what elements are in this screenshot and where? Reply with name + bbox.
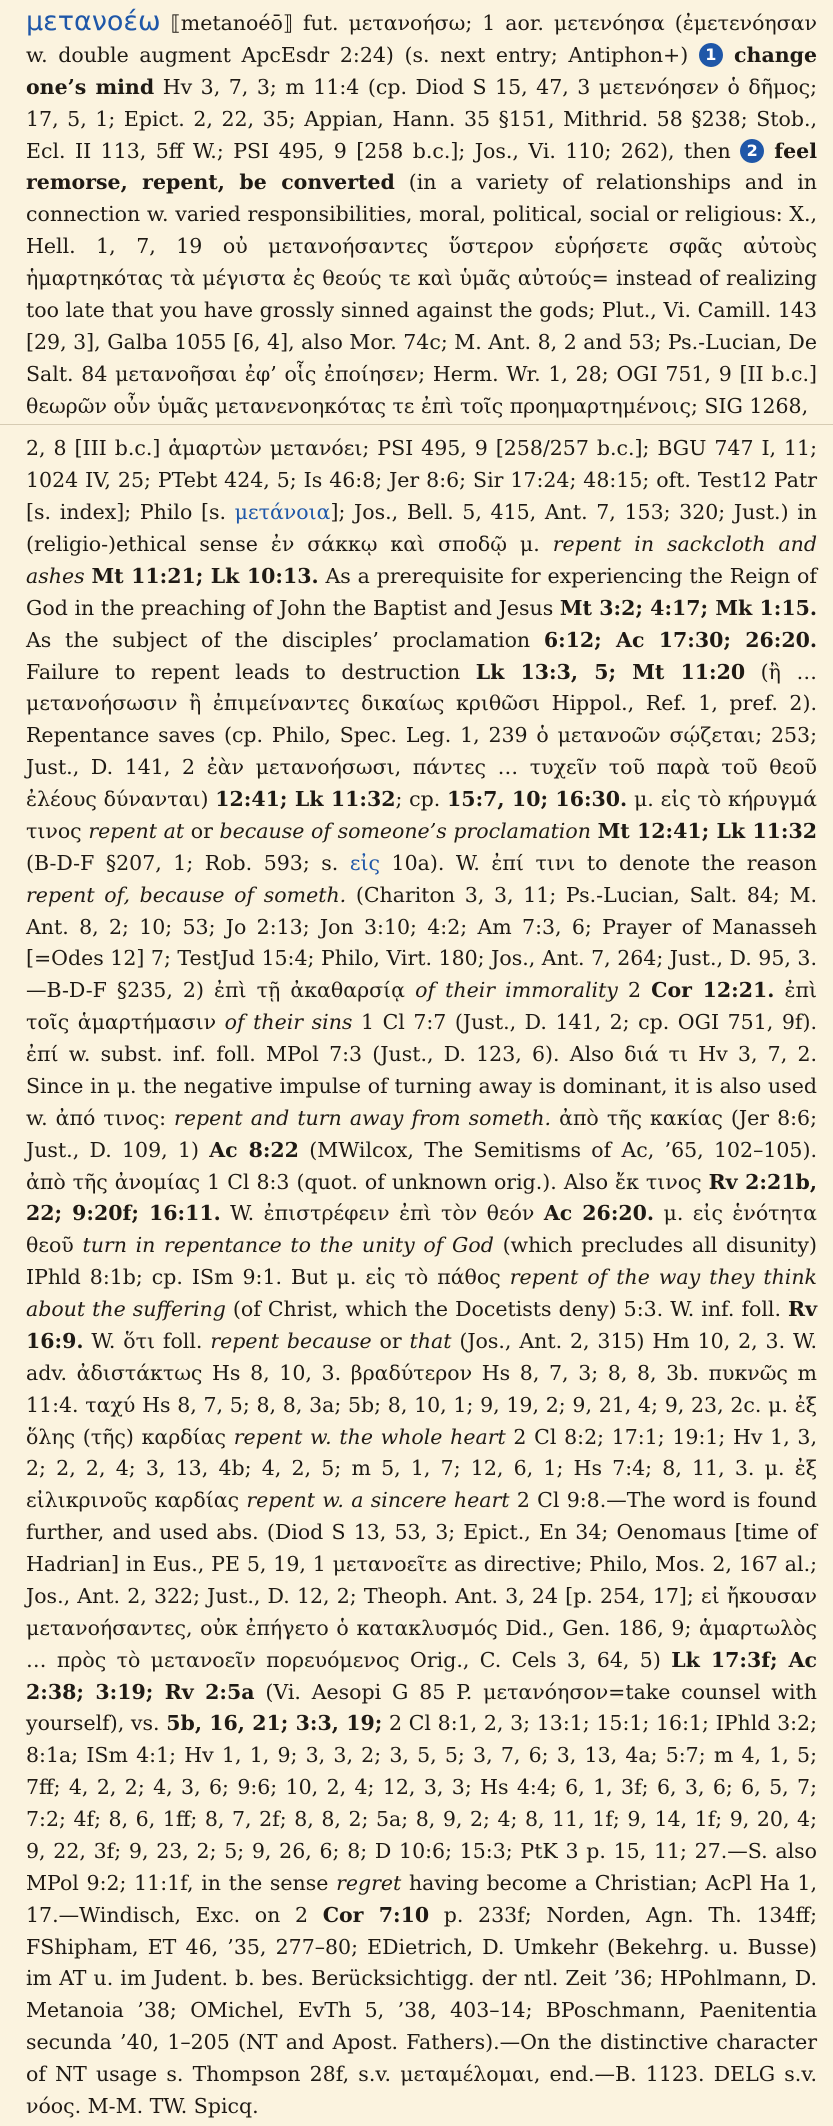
cross-reference-link[interactable]: εἰς: [349, 850, 380, 875]
entry-text: (MWilcox, The Semitisms of Ac, ’65, 102–105). ἀπὸ τῆς ἀνομίας 1 Cl 8:3 (quot. of unknown orig.). Also ἔκ τινος: [26, 1137, 817, 1194]
bold-reference: 15:7, 10; 16:30.: [447, 787, 628, 811]
italic-gloss: repent and turn away from someth.: [174, 1105, 552, 1130]
bold-reference: Ac 8:22: [209, 1137, 299, 1162]
italic-gloss: of their immorality: [415, 978, 618, 1003]
entry-text: Hv 3, 7, 3; m 11:4 (cp. Diod S 15, 47, 3 μετενόησεν ὁ δῆμος; 17, 5, 1; Epict. 2, 22, 35; Appian, Hann. 35 §151, Mithrid. 58 §238; Stob., Ecl. II 113, 5ff W.; PSI 495, 9 [258 b.c.]; Jos., Vi. 110; 262), then: [26, 74, 818, 163]
entry-text: 2: [617, 978, 652, 1003]
entry-text: (of Christ, which the Docetists deny) 5:3. W. inf. foll.: [225, 1297, 789, 1321]
sense-number-badge: 1: [699, 43, 723, 67]
entry-text: (in a variety of relationships and in connection w. varied responsibilities, moral, political, social or religious: X., Hell. 1, 7, 19 οὐ μετανοήσαντες ὕστερον εὑρήσετε σφᾶς αὐτοὺς ἡμαρτηκότας τὰ μέγιστα ἐς θεούς τε καὶ ὑμᾶς αὐτούς= instead of realizing too late that you have grossly sinned against the gods; Plut., Vi. Camill. 143 [29, 3], Galba 1055 [6, 4], also Mor. 74c; M. Ant. 8, 2 and 53; Ps.-Lucian, De Salt. 84 μετανοῆσαι ἐφ’ οἷς ἐποίησεν; Herm. Wr. 1, 28; OGI 751, 9 [II b.c.] θεωρῶν οὖν ὑμᾶς μετανενοηκότας τε ἐπὶ τοῖς προημαρτημένοις; SIG 1268,: [26, 170, 817, 418]
bold-reference: Mt 11:21; Lk 10:13.: [91, 563, 319, 588]
bold-reference: feel remorse, repent, be converted: [26, 138, 817, 195]
italic-gloss: that: [409, 1328, 452, 1353]
italic-gloss: of their sins: [224, 1010, 353, 1035]
entry-text: p. 233f; Norden, Agn. Th. 134ff; FShipham, ET 46, ’35, 277–80; EDietrich, D. Umkehr (Bekehrg. u. Busse) im AT u. im Judent. b. bes. Berücksichtigg. der ntl. Zeit ’36; HPohlmann, D. Metanoia ’38; OMichel, EvTh 5, ’38, 403–14; BPoschmann, Paenitentia secunda ’40, 1–205 (NT and Apost. Fathers).—On the distinctive character of NT usage s. Thompson 28f, s.v. μεταμέλομαι, end.—B. 1123. DELG s.v. νόος. M-M. TW. Spicq.: [26, 1902, 817, 2118]
bold-reference: Lk 17:3f; Ac 2:38; 3:19; Rv 2:5a: [26, 1647, 817, 1704]
bold-reference: 5b, 16, 21; 3:3, 19;: [166, 1711, 383, 1736]
bold-reference: Lk 13:3, 5; Mt 11:20: [475, 659, 746, 684]
bold-reference: Ac 26:20.: [543, 1201, 655, 1226]
italic-gloss: repent of, because of someth.: [26, 882, 347, 907]
italic-gloss: turn in repentance to the unity of God: [82, 1233, 494, 1258]
entry-text: W. ὅτι foll.: [83, 1328, 211, 1353]
italic-gloss: because of someone’s proclamation: [219, 818, 591, 843]
entry-text: ; cp.: [395, 787, 448, 811]
italic-gloss: repent because: [210, 1328, 372, 1353]
entry-text: (Vi. Aesopi G 85 P. μετανόησον=take counsel with yourself), vs.: [26, 1679, 817, 1736]
entry-text: (Jos., Ant. 2, 315) Hm 10, 2, 3. W. adv. ἀδιστάκτως Hs 8, 10, 3. βραδύτερον Hs 8, 7, 3; 8, 8, 3b. πυκνῶς m 11:4. ταχύ Hs 8, 7, 5; 8, 8, 3a; 5b; 8, 10, 1; 9, 19, 2; 9, 21, 4; 9, 23, 2c. μ. ἐξ ὅλης (τῆς) καρδίας: [26, 1328, 817, 1449]
entry-text: As the subject of the disciples’ proclamation: [26, 627, 544, 652]
entry-text: (ἢ … μετανοήσωσιν ἢ ἐπιμείναντες δικαίως κριθῶσι Hippol., Ref. 1, pref. 2). Repentance saves (cp. Philo, Spec. Leg. 1, 239 ὁ μετανοῶν σῴζεται; 253; Just., D. 141, 2 ἐὰν μετανοήσωσι, πάντες … τυχεῖν τοῦ παρὰ τοῦ θεοῦ ἐλέους δύνανται): [26, 659, 818, 811]
bold-reference: Rv 2:21b, 22; 9:20f; 16:11.: [26, 1169, 817, 1226]
entry-text: or: [184, 818, 220, 843]
bold-reference: Cor 7:10: [322, 1902, 430, 1927]
bold-reference: change one’s mind: [26, 42, 818, 99]
entry-text: ἀπὸ τῆς κακίας (Jer 8:6; Just., D. 109, 1): [26, 1105, 817, 1162]
entry-text: Failure to repent leads to destruction: [26, 659, 476, 684]
entry-upper-text: [26, 6, 817, 422]
divider-line: [0, 424, 833, 425]
italic-gloss: repent w. a sincere heart: [246, 1488, 510, 1513]
entry-text: 1 Cl 7:7 (Just., D. 141, 2; cp. OGI 751, 9f). ἐπί w. subst. inf. foll. MPol 7:3 (Just., D. 123, 6). Also διά τι Hv 3, 7, 2. Since in μ. the negative impulse of turning away is dominant, it is also used w. ἀπό τινος:: [26, 1010, 817, 1130]
entry-text: 2 Cl 8:2; 17:1; 19:1; Hv 1, 3, 2; 2, 2, 4; 3, 13, 4b; 4, 2, 5; m 5, 1, 7; 12, 6, 1; Hs 7:4; 8, 11, 3. μ. ἐξ εἰλικρινοῦς καρδίας: [26, 1424, 817, 1513]
entry-text: (which precludes all disunity) IPhld 8:1b; cp. ISm 9:1. But μ. εἰς τὸ πάθος: [26, 1233, 818, 1290]
entry-text: (B-D-F §207, 1; Rob. 593; s.: [26, 850, 350, 875]
entry-text: μ. εἰς τὸ κήρυγμά τινος: [26, 787, 817, 843]
bold-reference: Mt 12:41; Lk 11:32: [597, 818, 817, 843]
entry-text: [591, 819, 598, 843]
sense-number-badge: 2: [740, 139, 764, 163]
italic-gloss: repent at: [88, 818, 185, 843]
entry-text: 10a). W. ἐπί τινι to denote the reason: [380, 850, 817, 875]
entry-text: (Chariton 3, 3, 11; Ps.-Lucian, Salt. 84; M. Ant. 8, 2; 10; 53; Jo 2:13; Jon 3:10; 4:2; Am 7:3, 6; Prayer of Manasseh [=Odes 12] 7; TestJud 15:4; Philo, Virt. 180; Jos., Ant. 7, 264; Just., D. 95, 3.—B-D-F §235, 2) ἐπὶ τῇ ἀκαθαρσίᾳ: [26, 882, 817, 1003]
bold-reference: Mt 3:2; 4:17; Mk 1:15.: [559, 595, 817, 620]
entry-text: 2, 8 [III b.c.] ἁμαρτὼν μετανόει; PSI 495, 9 [258/257 b.c.]; BGU 747 I, 11; 1024 IV, 25; PTebt 424, 5; Is 46:8; Jer 8:6; Sir 17:24; 48:15; oft. Test12 Patr [s. index]; Philo [s.: [26, 436, 817, 525]
entry-text: μ. εἰς ἑνότητα θεοῦ: [26, 1201, 817, 1258]
italic-gloss: regret: [336, 1870, 402, 1895]
cross-reference-link[interactable]: μετάνοια: [234, 500, 331, 525]
italic-gloss: repent of the way they think about the suffering: [26, 1265, 817, 1321]
bold-reference: Cor 12:21.: [651, 978, 775, 1003]
entry-text: ⟦metanoéō⟧ fut. μετανοήσω; 1 aor. μετενόησα (ἐμετενόησαν w. double augment ApcEsdr 2:24) (s. next entry; Antiphon+): [26, 11, 817, 67]
bold-reference: 12:41; Lk 11:32: [215, 787, 396, 811]
entry-lower-text: [26, 433, 817, 2122]
entry-text: having become a Christian; AcPl Ha 1, 17.—Windisch, Exc. on 2: [26, 1870, 817, 1927]
entry-text: As a prerequisite for experiencing the Reign of God in the preaching of John the Baptist and Jesus: [26, 563, 817, 620]
bold-reference: 6:12; Ac 17:30; 26:20.: [543, 627, 817, 652]
entry-text: ἐπὶ τοῖς ἁμαρτήμασιν: [26, 978, 818, 1035]
entry-text: 2 Cl 8:1, 2, 3; 13:1; 15:1; 16:1; IPhld 3:2; 8:1a; ISm 4:1; Hv 1, 1, 9; 3, 3, 2; 3, 5, 5; 3, 7, 6; 3, 13, 4a; 5:7; m 4, 1, 5; 7ff; 4, 2, 2; 4, 3, 6; 9:6; 10, 2, 4; 12, 3, 3; Hs 4:4; 6, 1, 3f; 6, 3, 6; 6, 5, 7; 7:2; 4f; 8, 6, 1ff; 8, 7, 2f; 8, 8, 2; 5a; 8, 9, 2; 4; 8, 11, 1f; 9, 14, 1f; 9, 20, 4; 9, 22, 3f; 9, 23, 2; 5; 9, 26, 6; 8; D 10:6; 15:3; PtK 3 p. 15, 11; 27.—S. also MPol 9:2; 11:1f, in the sense: [26, 1711, 817, 1895]
bold-reference: Rv 16:9.: [26, 1297, 817, 1353]
headword: μετανοέω: [26, 6, 161, 37]
entry-text: W. ἐπιστρέφειν ἐπὶ τὸν θεόν: [220, 1201, 544, 1226]
entry-text: 2 Cl 9:8.—The word is found further, and used abs. (Diod S 13, 53, 3; Epict., En 34; Oenomaus [time of Hadrian] in Eus., PE 5, 19, 1 μετανοεῖτε as directive; Philo, Mos. 2, 167 al.; Jos., Ant. 2, 322; Just., D. 12, 2; Theoph. Ant. 3, 24 [p. 254, 17]; εἰ ἤκουσαν μετανοήσαντες, οὐκ ἐπήγετο ὁ κατακλυσμός Did., Gen. 186, 9; ἁμαρτωλὸς … πρὸς τὸ μετανοεῖν πορευόμενος Orig., C. Cels 3, 64, 5): [26, 1488, 818, 1672]
italic-gloss: repent w. the whole heart: [233, 1424, 506, 1449]
entry-text: or: [371, 1328, 410, 1353]
italic-gloss: repent in sackcloth and ashes: [26, 532, 818, 588]
entry-text: ]; Jos., Bell. 5, 415, Ant. 7, 153; 320; Just.) in (religio-)ethical sense ἐν σάκκῳ καὶ σποδῷ μ.: [26, 500, 817, 556]
